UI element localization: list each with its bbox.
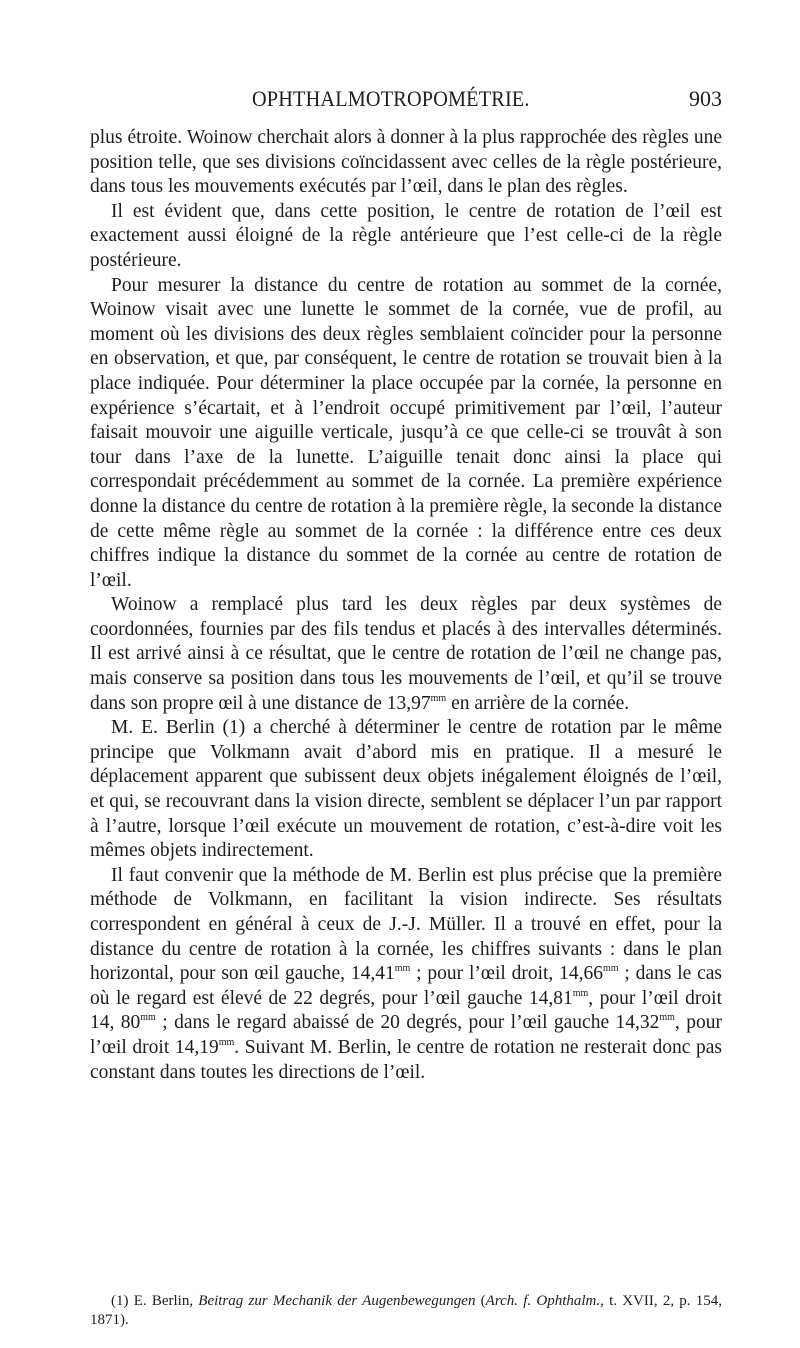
paragraph: [90, 126, 722, 200]
footnote-run: (1) E. Berlin,: [111, 1293, 199, 1309]
unit-superscript: mm: [218, 1036, 235, 1048]
text-run: en arrière de la cornée.: [446, 692, 630, 714]
text-run: Pour mesurer la distance du centre de rotation au sommet de la cornée, Woinow visait avec une lunette le sommet de la cornée, vue de profil, au moment où les divisions des deux règles semblaient coïncider pour la personne en observation, et que, par conséquent, le centre de rotation se trouvait bien à la place indiquée. Pour déterminer la place occupée par la cornée, la personne en expérience s’écartait, et à l’endroit occupé primitivement par l’œil, l’auteur faisait mouvoir une aiguille verticale, jusqu’à ce que celle-ci se trouvât à son tour dans l’axe de la lunette. L’aiguille tenait donc ainsi la place qui correspondait précédemment au sommet de la cornée. La première expérience donne la distance du centre de rotation à la première règle, la seconde la distance de cette même règle au sommet de la cornée : la différence entre ces deux chiffres indique la distance du sommet de la cornée au centre de rotation de l’œil.: [90, 274, 722, 591]
unit-superscript: mm: [140, 1012, 156, 1024]
footnote: [90, 1292, 722, 1330]
text-run: ; pour l’œil droit, 14,66: [410, 963, 604, 985]
unit-superscript: mm: [659, 1012, 675, 1024]
paragraph: [90, 274, 722, 594]
unit-superscript: mm: [572, 987, 589, 999]
unit-superscript: mm: [603, 963, 619, 975]
paragraph: [90, 593, 722, 716]
text-run: , pour l’œil droit 14, 80: [90, 987, 723, 1034]
running-title: OPHTHALMOTROPOMÉTRIE.: [252, 86, 530, 111]
unit-superscript: mm: [394, 963, 411, 975]
page-number: 903: [689, 86, 722, 111]
paragraph: [90, 864, 722, 1085]
text-run: . Suivant M. Berlin, le centre de rotation ne resterait donc pas constant dans toutes les directions de l’œil.: [90, 1036, 722, 1083]
body-text: [90, 126, 722, 1085]
footnote-run: , t. XVII, 2, p. 154, 1871).: [90, 1293, 722, 1328]
text-run: Woinow a remplacé plus tard les deux règles par deux systèmes de coordonnées, fournies par des fils tendus et placés à des intervalles déterminés. Il est arrivé ainsi à ce résultat, que le centre de rotation de l’œil ne change pas, mais conserve sa position dans tous les mouvements de l’œil, et qu’il se trouve dans son propre œil à une distance de 13,97: [90, 594, 722, 714]
text-run: plus étroite. Woinow cherchait alors à donner à la plus rapprochée des règles une position telle, que ses divisions coïncidassent avec celles de la règle postérieure, dans tous les mouvements exécutés par l’œil, dans le plan des règles.: [90, 127, 722, 198]
text-run: , pour l’œil droit 14,19: [90, 1012, 722, 1058]
text-run: ; dans le regard abaissé de 20 degrés, pour l’œil gauche 14,32: [155, 1012, 660, 1034]
footnote-italic-run: Beitrag zur Mechanik der Augenbewegungen: [198, 1293, 476, 1309]
text-run: ; dans le cas où le regard est élevé de 22 degrés, pour l’œil gauche 14,81: [90, 963, 722, 1009]
text-run: M. E. Berlin (1) a cherché à déterminer le centre de rotation par le même principe que Volkmann avait d’abord mis en pratique. Il a mesuré le déplacement apparent que subissent deux objets inégalement éloignés de l’œil, et qui, se recouvrant dans la vision directe, semblent se déplacer l’un par rapport à l’autre, lorsque l’œil exécute un mouvement de rotation, c’est-à-dire voit les mêmes objets indirectement.: [90, 717, 722, 862]
text-run: Il est évident que, dans cette position, le centre de rotation de l’œil est exactement aussi éloigné de la règle antérieure que l’est celle-ci de la règle postérieure.: [90, 200, 722, 271]
text-run: Il faut convenir que la méthode de M. Berlin est plus précise que la première méthode de Volkmann, en facilitant la vision indirecte. Ses résultats correspondent en général à ceux de J.-J. Müller. Il a trouvé en effet, pour la distance du centre de rotation à la cornée, les chiffres suivants : dans le plan horizontal, pour son œil gauche, 14,41: [90, 864, 722, 985]
footnote-text: [90, 1292, 722, 1330]
footnote-italic-run: Arch. f. Ophthalm.: [485, 1293, 601, 1309]
paragraph: [90, 716, 722, 864]
page-header: [252, 86, 722, 120]
unit-superscript: mm: [430, 692, 447, 704]
paragraph: [90, 200, 722, 274]
footnote-run: (: [475, 1293, 486, 1309]
